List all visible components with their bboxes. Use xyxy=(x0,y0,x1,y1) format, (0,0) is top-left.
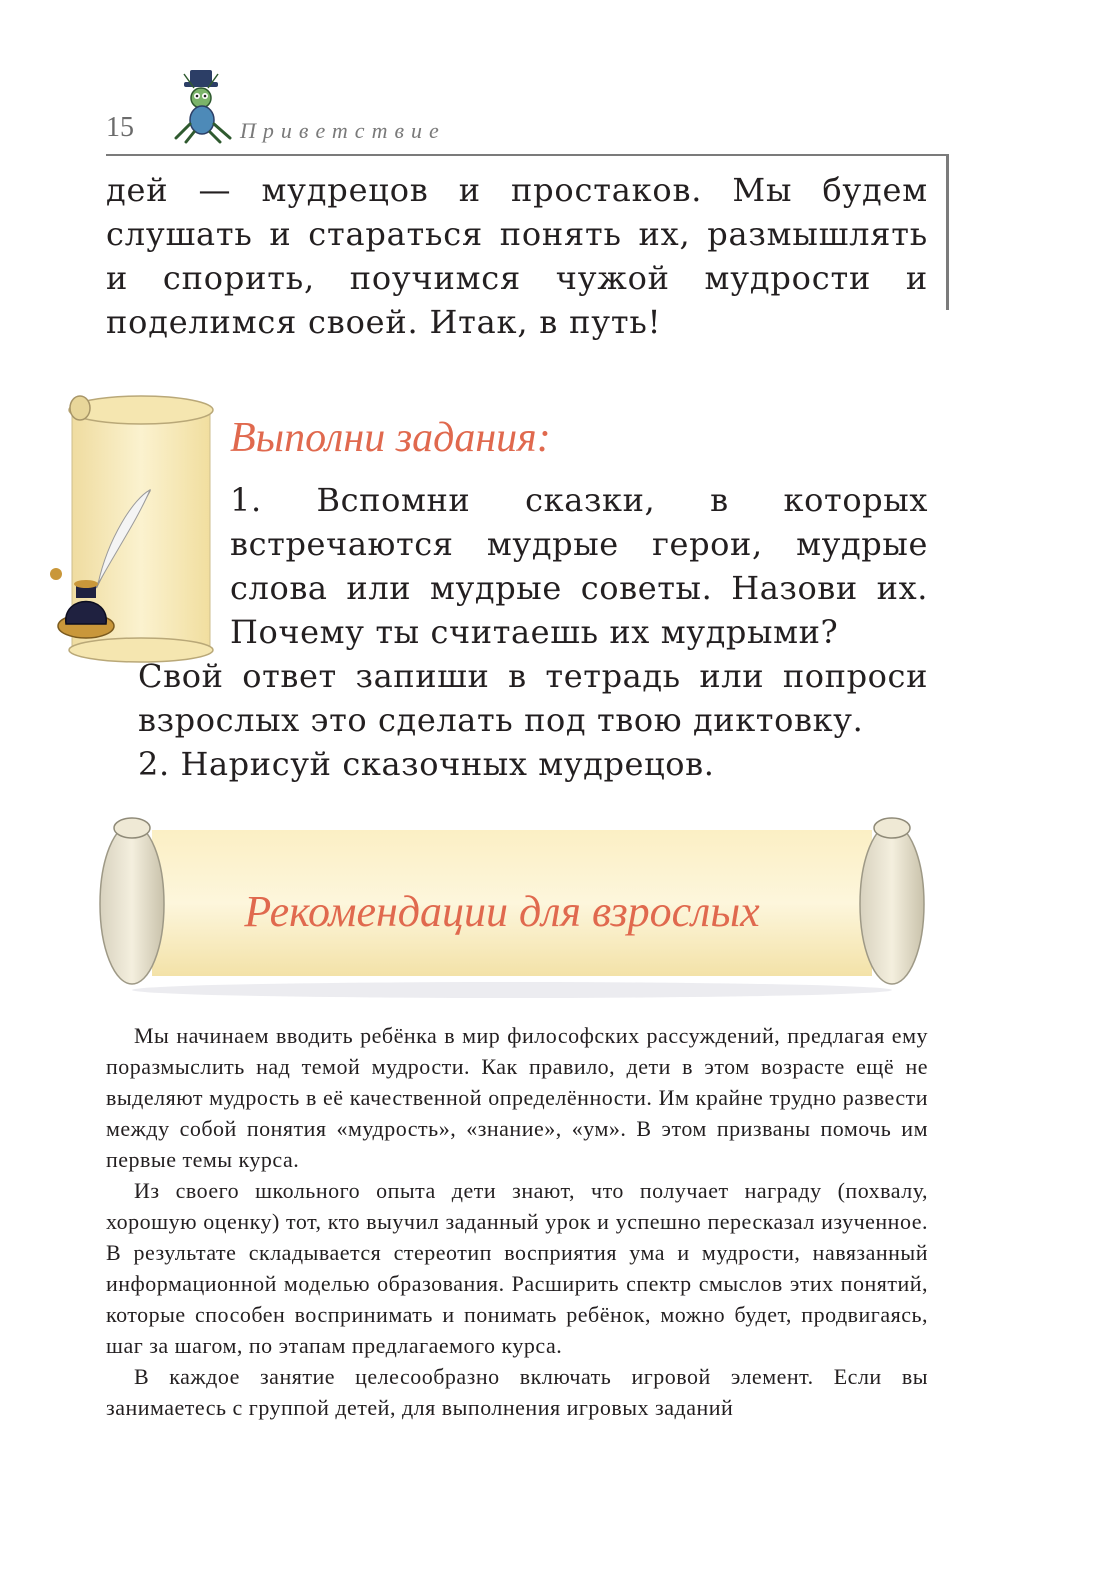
intro-paragraph: дей — мудрецов и простаков. Мы будем слушать и стараться понять их, размышлять и спорить, поучимся чужой мудрости и поделимся своей. Итак, в путь! xyxy=(106,171,928,341)
page-number: 15 xyxy=(106,112,134,143)
header-rule xyxy=(106,154,948,156)
recommendations-body xyxy=(106,1020,928,1423)
task-item-2: 2. Нарисуй сказочных мудрецов. xyxy=(138,745,715,783)
task-item-1: 1. Вспомни сказки, в которых встречаются мудрые герои, мудрые слова или мудрые советы. Назови их. Почему ты считаешь их мудрыми? xyxy=(230,481,928,651)
task-item-1-note: Свой ответ запиши в тетрадь или попроси взрослых это сделать под твою диктовку. xyxy=(138,657,928,739)
task-block xyxy=(138,478,928,786)
task-heading: Выполни задания: xyxy=(230,415,551,461)
recommendation-paragraph: Мы начинаем вводить ребёнка в мир философских рассуждений, предлагая ему поразмыслить над темой мудрости. Как правило, дети в этом возрасте ещё не выделяют мудрость в её качественной определённости. Им крайне трудно развести между собой понятия «мудрость», «знание», «ум». В этом призваны помочь им первые темы курса. xyxy=(106,1023,928,1172)
header-vertical-rule xyxy=(946,154,949,310)
running-head: Приветствие xyxy=(240,118,446,143)
recommendation-paragraph: В каждое занятие целесообразно включать игровой элемент. Если вы занимаетесь с группой детей, для выполнения игровых заданий xyxy=(106,1364,928,1420)
grasshopper-with-hat-icon xyxy=(172,68,234,144)
recommendations-title: Рекомендации для взрослых xyxy=(244,887,760,936)
recommendation-paragraph: Из своего школьного опыта дети знают, что получает награду (похвалу, хорошую оценку) тот, кто выучил заданный урок и успешно пересказал изученное. В результате складывается стереотип восприятия ума и мудрости, навязанный информационной моделью образования. Расширить спектр смыслов этих понятий, которые способен воспринимать и понимать ребёнок, можно будет, продвигаясь, шаг за шагом, по этапам предлагаемого курса. xyxy=(106,1178,928,1358)
